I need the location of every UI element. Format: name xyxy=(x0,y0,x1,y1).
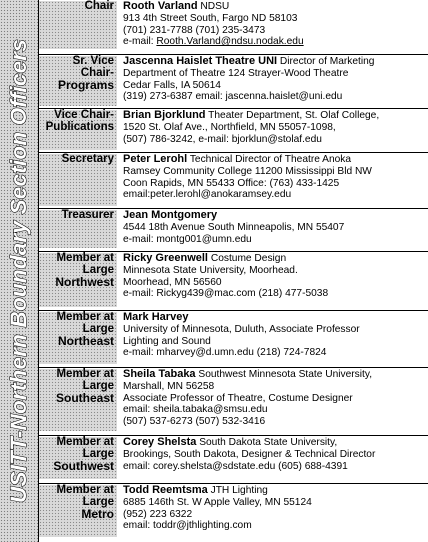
officer-entry xyxy=(39,1,428,51)
officer-name: Rooth Varland xyxy=(123,0,198,12)
officer-detail-line: Cedar Falls, IA 50614 xyxy=(123,79,221,91)
officer-detail-line: University of Minnesota, Duluth, Associate Professor xyxy=(123,323,360,335)
officer-entry xyxy=(39,154,428,208)
officer-detail-line: 4544 18th Avenue South Minneapolis, MN 55407 xyxy=(123,221,345,233)
officer-detail-line: Lighting and Sound xyxy=(123,335,211,347)
officer-affiliation: Southwest Minnesota State University, xyxy=(195,369,373,380)
row-divider xyxy=(39,483,428,484)
officer-role-line: Large xyxy=(82,495,114,508)
officer-detail-line: (701) 231-7788 (701) 235-3473 xyxy=(123,24,266,36)
officer-role xyxy=(39,154,117,206)
row-divider xyxy=(39,54,428,55)
officer-details xyxy=(123,1,428,48)
officer-email-line xyxy=(123,36,428,48)
officer-affiliation: Director of Marketing xyxy=(277,56,375,67)
officer-role xyxy=(39,1,117,49)
officer-name-line xyxy=(123,253,428,265)
officer-name: Sheila Tabaka xyxy=(123,368,196,380)
row-divider xyxy=(39,152,428,153)
officer-details xyxy=(123,210,428,245)
officer-role xyxy=(39,437,117,479)
officer-details xyxy=(123,154,428,201)
officer-detail-line: (507) 786-3242, e-mail: bjorklun@stolaf.edu xyxy=(123,133,322,145)
sidebar xyxy=(0,0,39,542)
sidebar-title: USITT-Northern Boundary Section Officers xyxy=(6,39,31,503)
row-divider xyxy=(39,108,428,109)
officer-detail-line: e-mail: Rickyg439@mac.com (218) 477-5038 xyxy=(123,288,329,300)
officer-role xyxy=(39,485,117,537)
officer-role-line: Southeast xyxy=(55,390,114,405)
officer-name: Corey Shelsta xyxy=(123,436,197,448)
officer-role-line: Member at xyxy=(56,484,114,496)
officer-role-line: Member at xyxy=(56,311,114,323)
officer-role-line: Member at xyxy=(56,436,114,448)
officer-detail-line: Minnesota State University, Moorhead. xyxy=(123,264,298,276)
officer-detail-line: email: sheila.tabaka@smsu.edu xyxy=(123,404,268,416)
officer-name: Jean Montgomery xyxy=(123,209,218,221)
officer-role-line: Vice Chair- xyxy=(54,109,114,121)
officer-detail-line: Associate Professor of Theatre, Costume Designer xyxy=(123,392,353,404)
officer-role-line: Secretary xyxy=(61,153,114,165)
officer-entry xyxy=(39,253,428,309)
officer-affiliation: Technical Director of Theatre Anoka xyxy=(187,154,352,165)
officer-details xyxy=(123,369,428,428)
officer-role-line: Chair xyxy=(84,0,114,12)
officer-detail-line: e-mail: mharvey@d.umn.edu (218) 724-7824 xyxy=(123,347,327,359)
officer-detail-line: Ramsey Community College 11200 Mississippi Bld NW xyxy=(123,165,372,177)
row-divider xyxy=(39,208,428,209)
officer-detail-line: 913 4th Street South, Fargo ND 58103 xyxy=(123,12,298,24)
officer-role-line: Member at xyxy=(56,252,114,264)
officer-name-line xyxy=(123,1,428,13)
officer-entry xyxy=(39,110,428,152)
officer-entry xyxy=(39,485,428,539)
officer-role-line: Sr. Vice xyxy=(72,55,114,67)
officer-role-line: Member at xyxy=(56,368,114,380)
officer-detail-line: (319) 273-6387 email: jascenna.haislet@uni.edu xyxy=(123,91,343,103)
officer-role xyxy=(39,369,117,431)
officer-name-line xyxy=(123,485,428,497)
officer-role-line: Chair- xyxy=(80,66,114,79)
officer-name: Jascenna Haislet Theatre UNI xyxy=(123,55,278,67)
officer-affiliation: JTH Lighting xyxy=(207,485,268,496)
officer-detail-line: email:peter.lerohl@anokaramsey.edu xyxy=(123,189,292,201)
row-divider xyxy=(39,251,428,252)
officer-role-line: Large xyxy=(82,263,114,276)
officer-affiliation: NDSU xyxy=(197,1,230,12)
officer-detail-line: email: corey.shelsta@sdstate.edu (605) 688-4391 xyxy=(123,460,348,472)
officer-name-line xyxy=(123,437,428,449)
email-prefix: e-mail: xyxy=(123,36,157,48)
officer-entry xyxy=(39,369,428,433)
officer-detail-line: Marshall, MN 56258 xyxy=(123,380,215,392)
officer-name: Todd Reemtsma xyxy=(123,484,208,496)
officer-affiliation: Costume Design xyxy=(208,253,287,264)
officer-role-line: Northwest xyxy=(55,274,114,289)
officer-name-line xyxy=(123,56,428,68)
officer-name-line xyxy=(123,154,428,166)
officer-role xyxy=(39,110,117,150)
officer-entry xyxy=(39,210,428,250)
officer-details xyxy=(123,312,428,359)
officer-detail-line: Brookings, South Dakota, Designer & Technical Director xyxy=(123,448,376,460)
officer-details xyxy=(123,110,428,145)
officer-role-line: Programs xyxy=(57,77,114,92)
officer-entry xyxy=(39,312,428,366)
officer-role-line: Large xyxy=(82,379,114,392)
row-divider xyxy=(39,367,428,368)
officer-name-line xyxy=(123,210,428,222)
officer-details xyxy=(123,56,428,103)
officer-detail-line: Coon Rapids, MN 55433 Office: (763) 433-1425 xyxy=(123,177,340,189)
officer-detail-line: (952) 223 6322 xyxy=(123,508,193,520)
officer-role-line: Large xyxy=(82,447,114,460)
officer-role-line: Metro xyxy=(81,506,114,521)
officer-details xyxy=(123,437,428,472)
officer-role xyxy=(39,312,117,364)
officer-entry xyxy=(39,56,428,108)
officer-detail-line: 1520 St. Olaf Ave., Northfield, MN 55057-1098, xyxy=(123,121,336,133)
officer-details xyxy=(123,253,428,300)
officer-detail-line: email: toddr@jthlighting.com xyxy=(123,520,252,532)
officer-detail-line: e-mail: montg001@umn.edu xyxy=(123,233,252,245)
officer-detail-line: (507) 537-6273 (507) 532-3416 xyxy=(123,416,266,428)
officer-affiliation: South Dakota State University, xyxy=(196,437,338,448)
officer-role xyxy=(39,210,117,248)
officer-name: Mark Harvey xyxy=(123,311,189,323)
officer-role-line: Publications xyxy=(45,120,114,133)
row-divider xyxy=(39,435,428,436)
officer-affiliation: Theater Department, St. Olaf College, xyxy=(205,110,380,121)
officer-email-link[interactable]: Rooth.Varland@ndsu.nodak.edu xyxy=(156,36,304,48)
officer-role-line: Northeast xyxy=(57,333,114,348)
officer-role-line: Large xyxy=(82,322,114,335)
officer-role-line: Southwest xyxy=(53,458,114,473)
officer-role-line: Treasurer xyxy=(61,209,114,221)
row-divider xyxy=(39,310,428,311)
officer-detail-line: Moorhead, MN 56560 xyxy=(123,276,222,288)
officer-details xyxy=(123,485,428,532)
officer-name: Brian Bjorklund xyxy=(123,109,206,121)
officer-role xyxy=(39,253,117,307)
officer-name-line xyxy=(123,369,428,381)
officer-entry xyxy=(39,437,428,481)
officer-detail-line: Department of Theatre 124 Strayer-Wood Theatre xyxy=(123,67,349,79)
officer-name-line xyxy=(123,110,428,122)
officer-detail-line: 6885 146th St. W Apple Valley, MN 55124 xyxy=(123,496,312,508)
officer-name: Ricky Greenwell xyxy=(123,252,208,264)
officer-role xyxy=(39,56,117,106)
officer-name: Peter Lerohl xyxy=(123,153,188,165)
officer-name-line xyxy=(123,312,428,324)
